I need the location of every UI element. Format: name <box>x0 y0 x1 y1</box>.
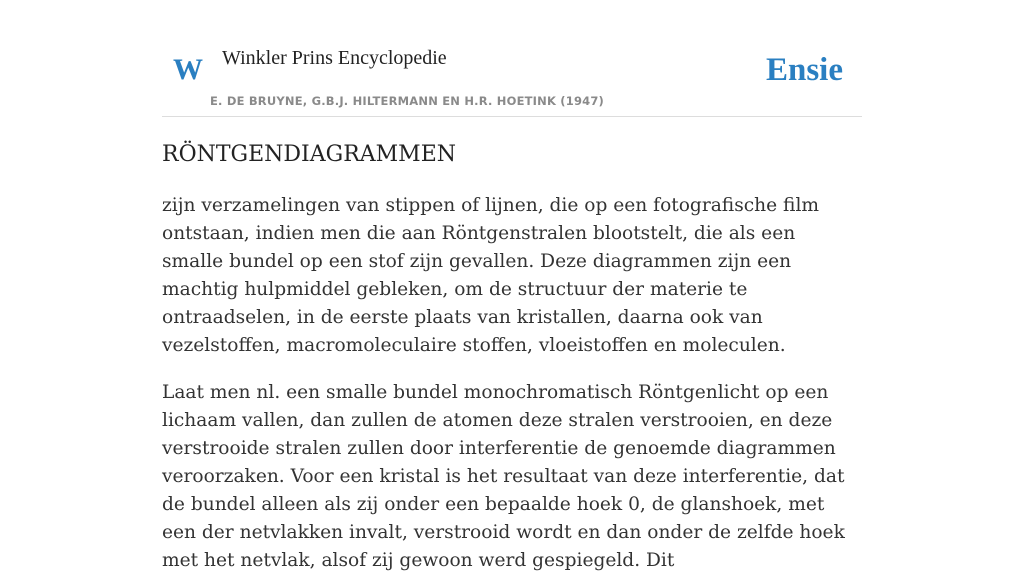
article-paragraph: Laat men nl. een smalle bundel monochromatisch Röntgenlicht op een lichaam vallen, dan zullen de atomen deze stralen verstrooien, en deze verstrooide stralen zullen door interferentie de genoemde diagrammen veroorzaken. Voor een kristal is het resultaat van deze interferentie, dat de bundel alleen als zij onder een bepaalde hoek 0, de glanshoek, met een der netvlakken invalt, verstrooid wordt en dan onder de zelfde hoek met het netvlak, alsof zij gewoon werd gespiegeld. Dit <box>162 382 845 571</box>
site-header <box>162 0 862 117</box>
article <box>162 138 862 575</box>
ensie-logo[interactable]: Ensie <box>765 52 843 88</box>
article-title: RÖNTGENDIAGRAMMEN <box>162 142 457 167</box>
article-paragraph: zijn verzamelingen van stippen of lijnen, die op een fotografische film ontstaan, indien men die aan Röntgenstralen blootstelt, die als een smalle bundel op een stof zijn gevallen. Deze diagrammen zijn een machtig hulpmiddel gebleken, om de structuur der materie te ontraadselen, in de eerste plaats van kristallen, daarna ook van vezelstoffen, macromoleculaire stoffen, vloeistoffen en moleculen. <box>162 195 820 356</box>
authors-line: E. DE BRUYNE, G.B.J. HILTERMANN EN H.R. HOETINK (1947) <box>210 94 605 108</box>
site-title[interactable]: Winkler Prins Encyclopedie <box>222 47 447 69</box>
winkler-prins-logo[interactable]: W <box>173 53 203 86</box>
